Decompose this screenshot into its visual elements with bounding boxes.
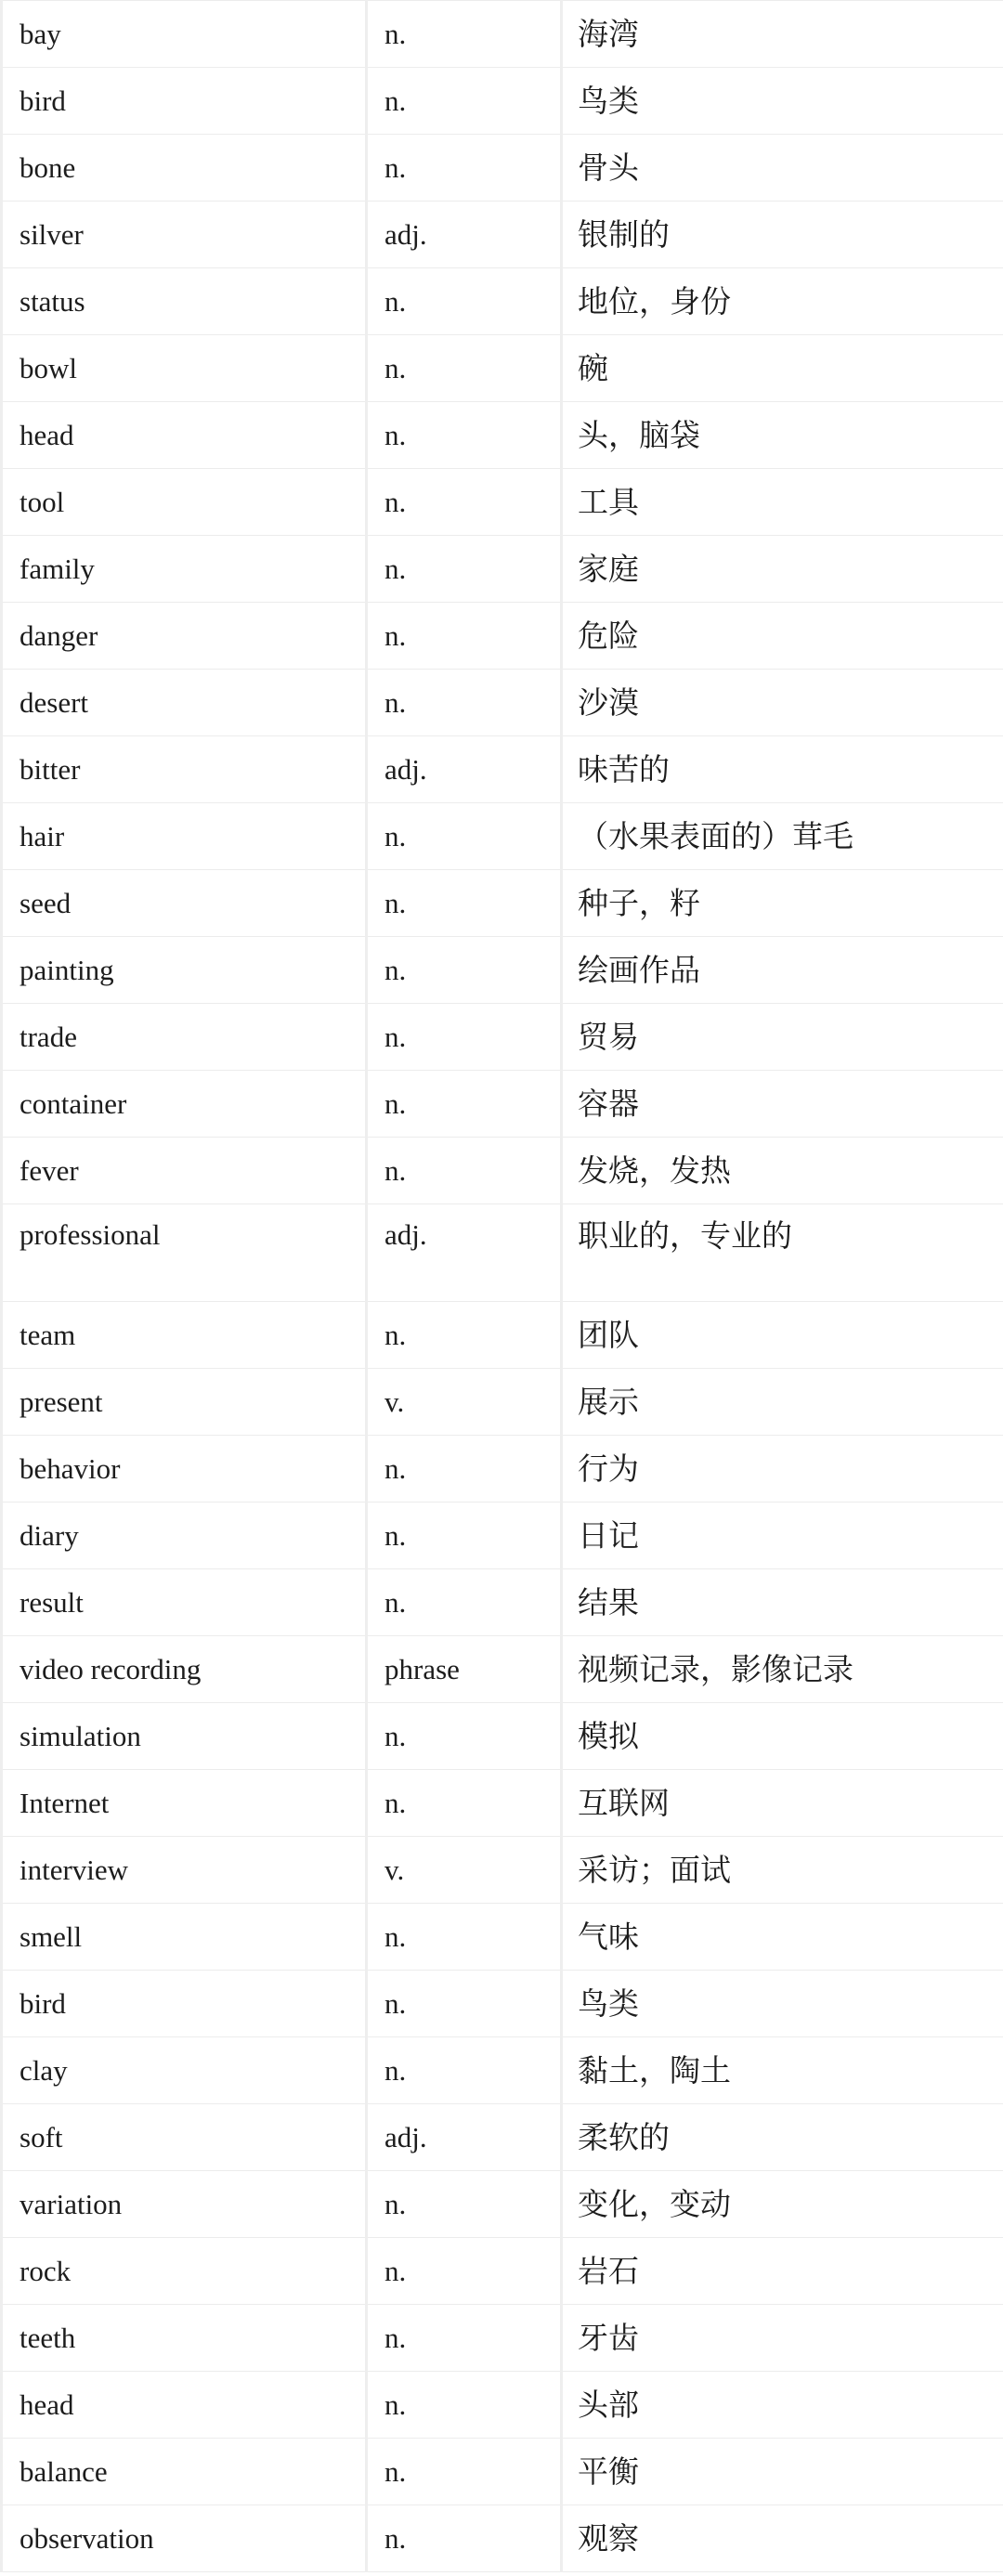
part-of-speech-cell: n.	[367, 68, 562, 135]
meaning-cell: 贸易	[562, 1004, 1003, 1071]
table-row	[2, 68, 1003, 135]
table-row	[2, 402, 1003, 469]
word-cell: result	[2, 1569, 367, 1636]
table-row	[2, 1, 1003, 68]
part-of-speech-cell: n.	[367, 1138, 562, 1204]
table-row	[2, 1837, 1003, 1904]
part-of-speech-cell: n.	[367, 268, 562, 335]
meaning-cell: 模拟	[562, 1703, 1003, 1770]
table-row	[2, 1138, 1003, 1204]
part-of-speech-cell: n.	[367, 2439, 562, 2505]
meaning-cell: 工具	[562, 469, 1003, 536]
meaning-cell: 岩石	[562, 2238, 1003, 2305]
table-row	[2, 1971, 1003, 2037]
part-of-speech-cell: adj.	[367, 736, 562, 803]
table-row	[2, 469, 1003, 536]
meaning-cell: 柔软的	[562, 2104, 1003, 2171]
word-cell: bowl	[2, 335, 367, 402]
word-cell: container	[2, 1071, 367, 1138]
part-of-speech-cell: n.	[367, 2171, 562, 2238]
word-cell: family	[2, 536, 367, 603]
part-of-speech-cell: n.	[367, 2037, 562, 2104]
part-of-speech-cell: adj.	[367, 2104, 562, 2171]
table-row	[2, 2505, 1003, 2572]
table-row	[2, 1904, 1003, 1971]
table-row	[2, 1569, 1003, 1636]
meaning-cell: 结果	[562, 1569, 1003, 1636]
part-of-speech-cell: n.	[367, 1971, 562, 2037]
table-row	[2, 1703, 1003, 1770]
meaning-cell: 互联网	[562, 1770, 1003, 1837]
table-row	[2, 135, 1003, 202]
part-of-speech-cell: n.	[367, 2238, 562, 2305]
meaning-cell: 危险	[562, 603, 1003, 670]
part-of-speech-cell: v.	[367, 1369, 562, 1436]
part-of-speech-cell: n.	[367, 937, 562, 1004]
part-of-speech-cell: n.	[367, 1503, 562, 1569]
word-cell: observation	[2, 2505, 367, 2572]
part-of-speech-cell: n.	[367, 536, 562, 603]
meaning-cell: 味苦的	[562, 736, 1003, 803]
part-of-speech-cell: n.	[367, 2305, 562, 2372]
table-row	[2, 1004, 1003, 1071]
table-row	[2, 2171, 1003, 2238]
part-of-speech-cell: n.	[367, 1436, 562, 1503]
word-cell: behavior	[2, 1436, 367, 1503]
word-cell: present	[2, 1369, 367, 1436]
word-cell: danger	[2, 603, 367, 670]
table-row	[2, 335, 1003, 402]
word-cell: trade	[2, 1004, 367, 1071]
part-of-speech-cell: n.	[367, 2372, 562, 2439]
word-cell: hair	[2, 803, 367, 870]
meaning-cell: 头，脑袋	[562, 402, 1003, 469]
word-cell: team	[2, 1302, 367, 1369]
meaning-cell: 沙漠	[562, 670, 1003, 736]
table-row	[2, 603, 1003, 670]
part-of-speech-cell: n.	[367, 1904, 562, 1971]
meaning-cell: 黏土，陶土	[562, 2037, 1003, 2104]
word-cell: professional	[2, 1204, 367, 1302]
part-of-speech-cell: n.	[367, 2505, 562, 2572]
word-cell: seed	[2, 870, 367, 937]
part-of-speech-cell: n.	[367, 1004, 562, 1071]
table-row	[2, 1770, 1003, 1837]
meaning-cell: 行为	[562, 1436, 1003, 1503]
meaning-cell: 采访；面试	[562, 1837, 1003, 1904]
table-row	[2, 1369, 1003, 1436]
table-row	[2, 268, 1003, 335]
meaning-cell: 地位，身份	[562, 268, 1003, 335]
part-of-speech-cell: n.	[367, 1569, 562, 1636]
table-row	[2, 937, 1003, 1004]
table-row	[2, 736, 1003, 803]
meaning-cell: 头部	[562, 2372, 1003, 2439]
table-row	[2, 2439, 1003, 2505]
word-cell: Internet	[2, 1770, 367, 1837]
word-cell: status	[2, 268, 367, 335]
meaning-cell: 气味	[562, 1904, 1003, 1971]
meaning-cell: 家庭	[562, 536, 1003, 603]
table-row	[2, 202, 1003, 268]
word-cell: desert	[2, 670, 367, 736]
meaning-cell: 牙齿	[562, 2305, 1003, 2372]
part-of-speech-cell: n.	[367, 1770, 562, 1837]
word-cell: variation	[2, 2171, 367, 2238]
word-cell: bird	[2, 68, 367, 135]
meaning-cell: 种子，籽	[562, 870, 1003, 937]
word-cell: rock	[2, 2238, 367, 2305]
part-of-speech-cell: n.	[367, 1, 562, 68]
meaning-cell: 职业的，专业的	[562, 1204, 1003, 1302]
word-cell: silver	[2, 202, 367, 268]
word-cell: diary	[2, 1503, 367, 1569]
meaning-cell: 海湾	[562, 1, 1003, 68]
word-cell: balance	[2, 2439, 367, 2505]
meaning-cell: 日记	[562, 1503, 1003, 1569]
meaning-cell: 团队	[562, 1302, 1003, 1369]
meaning-cell: 平衡	[562, 2439, 1003, 2505]
word-cell: video recording	[2, 1636, 367, 1703]
word-cell: bay	[2, 1, 367, 68]
part-of-speech-cell: n.	[367, 670, 562, 736]
meaning-cell: 视频记录，影像记录	[562, 1636, 1003, 1703]
table-row	[2, 2037, 1003, 2104]
word-cell: interview	[2, 1837, 367, 1904]
meaning-cell: 发烧，发热	[562, 1138, 1003, 1204]
table-row	[2, 2238, 1003, 2305]
vocabulary-table-body	[2, 1, 1003, 2572]
word-cell: painting	[2, 937, 367, 1004]
meaning-cell: 银制的	[562, 202, 1003, 268]
table-row	[2, 1636, 1003, 1703]
part-of-speech-cell: n.	[367, 1703, 562, 1770]
part-of-speech-cell: v.	[367, 1837, 562, 1904]
table-row	[2, 1302, 1003, 1369]
word-cell: bitter	[2, 736, 367, 803]
meaning-cell: 变化，变动	[562, 2171, 1003, 2238]
table-row	[2, 1436, 1003, 1503]
part-of-speech-cell: n.	[367, 803, 562, 870]
meaning-cell: 鸟类	[562, 68, 1003, 135]
word-cell: simulation	[2, 1703, 367, 1770]
table-row	[2, 803, 1003, 870]
word-cell: bone	[2, 135, 367, 202]
part-of-speech-cell: adj.	[367, 1204, 562, 1302]
word-cell: teeth	[2, 2305, 367, 2372]
table-row	[2, 870, 1003, 937]
table-row	[2, 670, 1003, 736]
word-cell: fever	[2, 1138, 367, 1204]
meaning-cell: 容器	[562, 1071, 1003, 1138]
part-of-speech-cell: n.	[367, 870, 562, 937]
part-of-speech-cell: n.	[367, 135, 562, 202]
part-of-speech-cell: adj.	[367, 202, 562, 268]
table-row	[2, 1503, 1003, 1569]
meaning-cell: 碗	[562, 335, 1003, 402]
part-of-speech-cell: n.	[367, 1071, 562, 1138]
word-cell: soft	[2, 2104, 367, 2171]
meaning-cell: 展示	[562, 1369, 1003, 1436]
meaning-cell: 鸟类	[562, 1971, 1003, 2037]
part-of-speech-cell: n.	[367, 335, 562, 402]
table-row	[2, 2104, 1003, 2171]
meaning-cell: 绘画作品	[562, 937, 1003, 1004]
table-row	[2, 1071, 1003, 1138]
table-row	[2, 2372, 1003, 2439]
part-of-speech-cell: n.	[367, 603, 562, 670]
word-cell: bird	[2, 1971, 367, 2037]
word-cell: head	[2, 2372, 367, 2439]
meaning-cell: 观察	[562, 2505, 1003, 2572]
part-of-speech-cell: phrase	[367, 1636, 562, 1703]
meaning-cell: （水果表面的）茸毛	[562, 803, 1003, 870]
part-of-speech-cell: n.	[367, 1302, 562, 1369]
word-cell: smell	[2, 1904, 367, 1971]
meaning-cell: 骨头	[562, 135, 1003, 202]
word-cell: tool	[2, 469, 367, 536]
word-cell: head	[2, 402, 367, 469]
part-of-speech-cell: n.	[367, 402, 562, 469]
table-row	[2, 2305, 1003, 2372]
table-row	[2, 536, 1003, 603]
table-row	[2, 1204, 1003, 1302]
word-cell: clay	[2, 2037, 367, 2104]
part-of-speech-cell: n.	[367, 469, 562, 536]
